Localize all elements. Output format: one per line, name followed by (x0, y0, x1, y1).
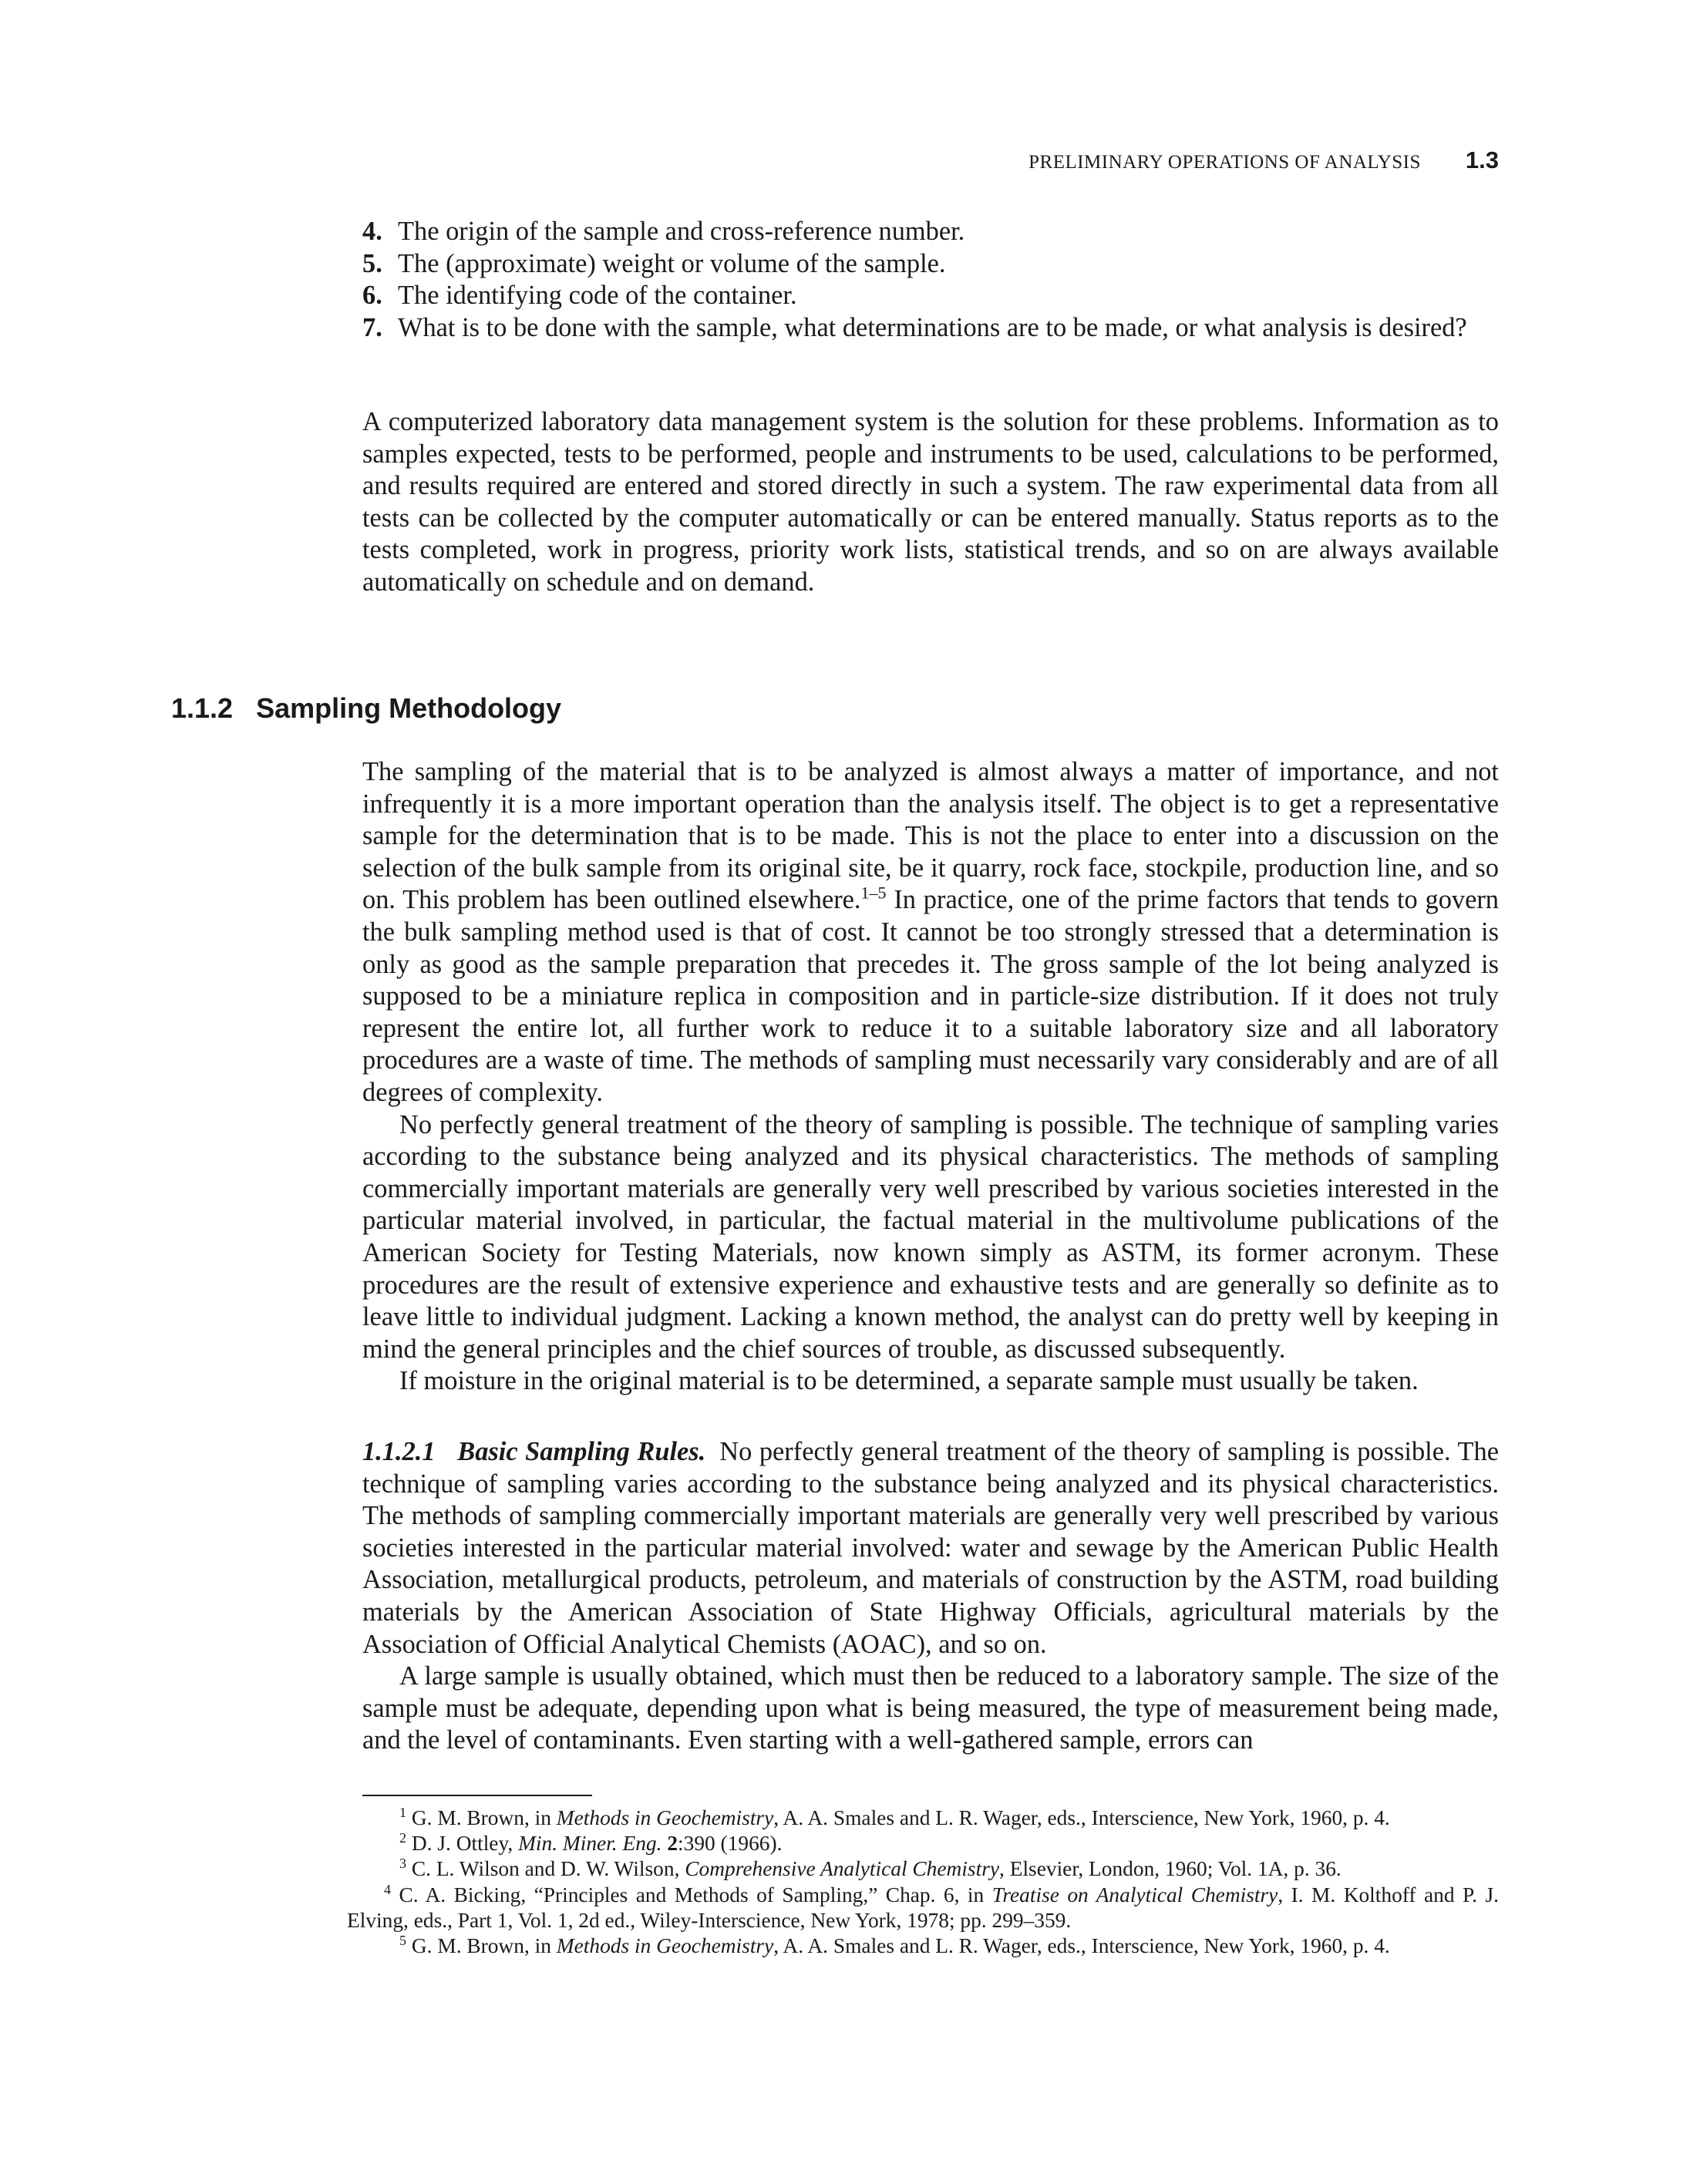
footnote-text: :390 (1966). (678, 1832, 783, 1856)
sampling-paragraph-2: No perfectly general treatment of the theory of sampling is possible. The technique of sampling varies according to the substance being analyzed and its physical characteristics. The methods of sampling commercially important materials are generally very well prescribed by various societies interested in the particular material involved, in particular, the factual material in the multivolume publications of the American Society for Testing Materials, now known simply as ASTM, its former acronym. These procedures are the result of extensive experience and exhaustive tests and are generally so definite as to leave little to individual judgment. Lacking a known method, the analyst can do pretty well by keeping in mind the general principles and the chief sources of trouble, as discussed subsequently. (362, 1109, 1499, 1364)
page-header (1028, 146, 1499, 174)
sampling-paragraph-1 (362, 756, 1499, 1109)
footnote-text: , A. A. Smales and L. R. Wager, eds., Interscience, New York, 1960, p. 4. (773, 1934, 1390, 1958)
footnote-title: Comprehensive Analytical Chemistry (685, 1857, 1000, 1881)
list-item-number: 6. (362, 281, 382, 311)
footnote-divider (362, 1795, 592, 1796)
footnote (362, 1933, 1499, 1959)
list-item-text: What is to be done with the sample, what determinations are to be made, or what analysis is desired? (398, 312, 1467, 342)
subsection-paragraph-1-text: No perfectly general treatment of the theory of sampling is possible. The technique of sampling varies according to the substance being analyzed and its physical characteristics. The methods of sampling commercially important materials are generally very well prescribed by various societies interested in the particular material involved: water and sewage by the American Public Health Association, metallurgical products, petroleum, and materials of construction by the ASTM, road building materials by the American Association of State Highway Officials, agricultural materials by the Association of Official Analytical Chemists (AOAC), and so on. (362, 1437, 1499, 1659)
subsection-paragraph-1 (362, 1436, 1499, 1661)
subsection-title: Basic Sampling Rules. (457, 1437, 706, 1466)
lims-paragraph-block (362, 406, 1499, 599)
list-item-text: The origin of the sample and cross-reference number. (398, 217, 965, 246)
footnote-number: 1 (399, 1804, 406, 1820)
footnote-number: 4 (384, 1881, 391, 1897)
sampling-text-block (362, 756, 1499, 1398)
lims-paragraph: A computerized laboratory data management system is the solution for these problems. Information as to samples expected, tests to be performed, people and instruments to be used, calculations to be performed, and results required are entered and stored directly in such a system. The raw experimental data from all tests can be collected by the computer automatically or can be entered manually. Status reports as to the tests completed, work in progress, priority work lists, statistical trends, and so on are always available automatically on schedule and on demand. (362, 407, 1499, 597)
footnote-title: Methods in Geochemistry (556, 1934, 774, 1958)
list-item-number: 5. (362, 248, 382, 278)
footnote-text: , A. A. Smales and L. R. Wager, eds., Interscience, New York, 1960, p. 4. (773, 1806, 1390, 1829)
footnote-number: 3 (399, 1856, 406, 1872)
sampling-paragraph-1-continued: In practice, one of the prime factors that tends to govern the bulk sampling method used is that of cost. It cannot be too strongly stressed that a determination is only as good as the sample preparation that precedes it. The gross sample of the lot being analyzed is supposed to be a miniature replica in composition and in particle-size distribution. If it does not truly represent the entire lot, all further work to reduce it to a suitable laboratory size and all laboratory procedures are a waste of time. The methods of sampling must necessarily vary considerably and are of all degrees of complexity. (362, 885, 1500, 1107)
footnote-title: Min. Miner. Eng. (518, 1832, 662, 1856)
footnote-text: G. M. Brown, in (411, 1806, 557, 1829)
sampling-paragraph-3: If moisture in the original material is to be determined, a separate sample must usually be taken. (399, 1366, 1419, 1396)
subsection-number: 1.1.2.1 (362, 1437, 436, 1466)
list-item (362, 248, 1499, 281)
footnote-text: C. L. Wilson and D. W. Wilson, (411, 1857, 685, 1881)
sampling-paragraph-1-text: The sampling of the material that is to be analyzed is almost always a matter of importance, and not infrequently it is a more important operation than the analysis itself. The object is to get a representative sample for the determination that is to be made. This is not the place to enter into a discussion on the selection of the bulk sample from its original site, be it quarry, rock face, stockpile, production line, and so on. This problem has been outlined elsewhere. (362, 757, 1499, 915)
footnote-title: Treatise on Analytical Chemistry (991, 1883, 1278, 1906)
footnote (362, 1831, 1499, 1856)
list-item-text: The (approximate) weight or volume of the sample. (398, 248, 946, 278)
footnote (362, 1805, 1499, 1831)
subsection-paragraph-2: A large sample is usually obtained, which must then be reduced to a laboratory sample. The size of the sample must be adequate, depending upon what is being measured, the type of measurement being made, and the level of contaminants. Even starting with a well-gathered sample, errors can (362, 1661, 1499, 1755)
footnote-text: , I. M. Kolthoff and P. J. Elving, eds., Part 1, Vol. 1, 2d ed., Wiley-Interscience, New York, 1978; pp. 299–359. (347, 1883, 1499, 1932)
list-item (362, 312, 1499, 345)
reference-superscript: 1–5 (860, 883, 887, 903)
section-heading (171, 692, 561, 725)
footnote-number: 2 (399, 1830, 406, 1846)
footnote-title: Methods in Geochemistry (556, 1806, 774, 1829)
footnote (362, 1856, 1499, 1882)
list-item (362, 280, 1499, 312)
footnote-text: C. A. Bicking, “Principles and Methods of Sampling,” Chap. 6, in (399, 1883, 992, 1906)
subsection-text-block (362, 1436, 1499, 1757)
footnote-text: , Elsevier, London, 1960; Vol. 1A, p. 36. (999, 1857, 1342, 1881)
running-head: PRELIMINARY OPERATIONS OF ANALYSIS (1028, 152, 1421, 173)
list-item-number: 4. (362, 217, 382, 246)
numbered-list (362, 216, 1499, 344)
footnote (347, 1883, 1499, 1933)
footnote-text: D. J. Ottley, (411, 1832, 519, 1856)
list-item (362, 216, 1499, 248)
list-item-number: 7. (362, 312, 382, 342)
page-number: 1.3 (1465, 146, 1499, 173)
footnote-number: 5 (399, 1932, 406, 1948)
footnote-volume: 2 (662, 1832, 678, 1856)
footnote-text: G. M. Brown, in (411, 1934, 557, 1958)
section-title: Sampling Methodology (256, 692, 562, 724)
list-item-text: The identifying code of the container. (398, 281, 797, 311)
section-number: 1.1.2 (171, 692, 234, 724)
footnotes (347, 1804, 1499, 1959)
